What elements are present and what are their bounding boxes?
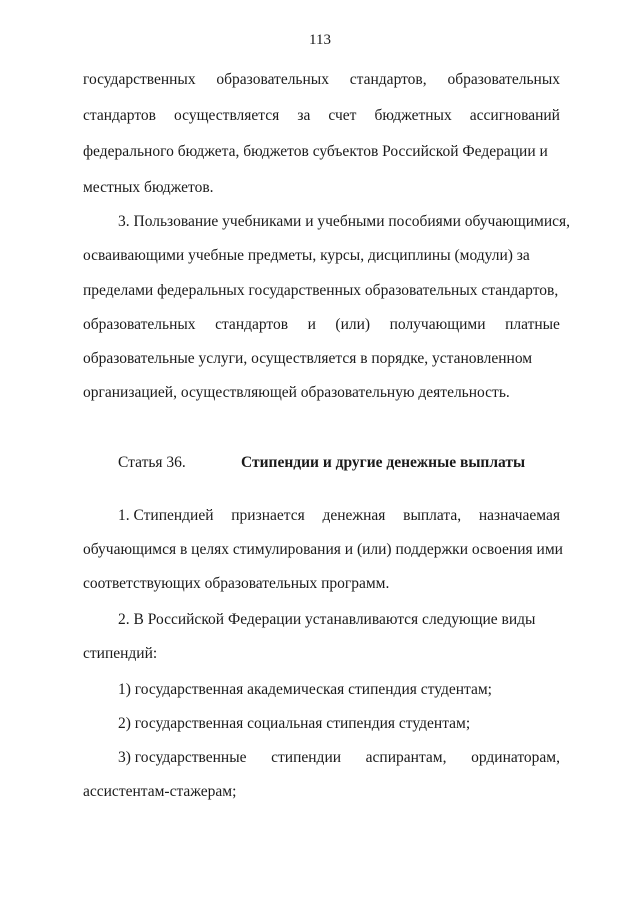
word: образовательных	[83, 316, 196, 333]
word: стипендии	[271, 749, 342, 766]
word: счет	[328, 107, 357, 124]
word: получающими	[389, 316, 486, 333]
word: и	[307, 316, 316, 333]
word: государственных	[83, 71, 196, 88]
word: выплата,	[403, 507, 462, 524]
paragraph-2-line-1: 3. Пользование учебниками и учебными пособиями обучающимися,	[118, 213, 571, 230]
paragraph-1-line-4: местных бюджетов.	[83, 179, 214, 196]
paragraph-2-line-4	[83, 315, 560, 335]
word: назначаемая	[478, 507, 560, 524]
paragraph-3-line-1	[118, 506, 560, 526]
word: признается	[231, 507, 305, 524]
word: (или)	[335, 316, 371, 333]
paragraph-1-line-1	[83, 70, 560, 90]
word: аспирантам,	[365, 749, 447, 766]
list-item-3-line-1	[118, 748, 560, 768]
word: 3) государственные	[118, 749, 247, 766]
list-item: 1) государственная академическая стипендия студентам;	[118, 681, 492, 698]
paragraph-4-line-1: 2. В Российской Федерации устанавливаются следующие виды	[118, 611, 536, 628]
word: стандартов	[83, 107, 156, 124]
word: стандартов,	[349, 71, 427, 88]
word: 1. Стипендией	[118, 507, 214, 524]
word: денежная	[322, 507, 386, 524]
paragraph-2-line-3: пределами федеральных государственных образовательных стандартов,	[83, 282, 559, 299]
paragraph-2-line-5: образовательные услуги, осуществляется в порядке, установленном	[83, 350, 533, 367]
article-title: Стипендии и другие денежные выплаты	[241, 454, 526, 471]
article-label: Статья 36.	[118, 454, 186, 471]
paragraph-2-line-2: осваивающими учебные предметы, курсы, дисциплины (модули) за	[83, 247, 530, 264]
word: стандартов	[215, 316, 289, 333]
word: за	[297, 107, 311, 124]
word: ассигнований	[469, 107, 560, 124]
word: образовательных	[447, 71, 560, 88]
word: бюджетных	[374, 107, 452, 124]
word: осуществляется	[174, 107, 280, 124]
paragraph-3-line-2: обучающимся в целях стимулирования и (или) поддержки освоения ими	[83, 541, 563, 558]
list-item-3-line-2: ассистентам-стажерам;	[83, 783, 237, 800]
word: образовательных	[216, 71, 329, 88]
paragraph-1-line-2	[83, 106, 560, 126]
word: платные	[505, 316, 560, 333]
paragraph-2-line-6: организацией, осуществляющей образовательную деятельность.	[83, 384, 510, 401]
paragraph-3-line-3: соответствующих образовательных программ.	[83, 575, 390, 592]
page-number: 113	[309, 32, 331, 48]
paragraph-4-line-2: стипендий:	[83, 645, 158, 662]
word: ординаторам,	[471, 749, 560, 766]
paragraph-1-line-3: федерального бюджета, бюджетов субъектов Российской Федерации и	[83, 143, 548, 160]
list-item: 2) государственная социальная стипендия студентам;	[118, 715, 471, 732]
